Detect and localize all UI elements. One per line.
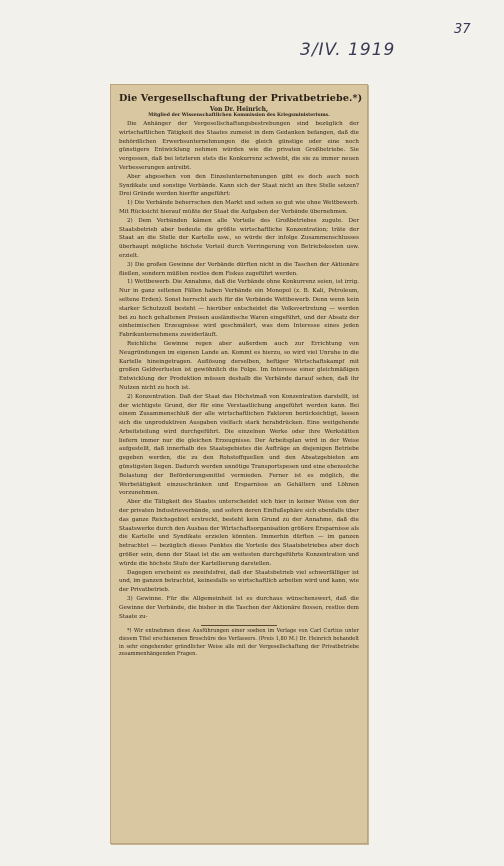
paragraph: 1) Wettbewerb. Die Annahme, daß die Verbände ohne Konkurrenz seien, ist irrig. Nur in ganz seltenen Fällen haben Verbände ein Monopol (z. B. Kali, Petroleum, seltene Erden). Sonst herrscht auch für die Verbände Wettbewerb. Denn wenn kein starker Schutzzoll besteht — hierüber entscheidet die Volksvertretung — werden bei zu hoch gehaltenen Preisen ausländische Waren eingeführt, und der Absatz der einheimischen Erzeugnisse wird geschmälert, was dem Interesse eines jeden Fabrikunternehmens zuwiderläuft. bbox=[119, 279, 359, 339]
handwritten-date: 3/IV. 1919 bbox=[300, 40, 396, 60]
paragraph: Aber die Tätigkeit des Staates unterscheidet sich hier in keiner Weise von der der privaten Industrieverbände, und sofern deren Einflußsphäre sich ebenfalls über das ganze Reichsgebiet erstreckt, besteht kein Grund zu der Annahme, daß die Staatswerke durch den Ausbau der Wirtschaftsorganisation größere Ersparnisse als die Kartelle und Syndikate erzielen könnten. Immerhin dürften — im ganzen betrachtet — bezüglich dieses Punktes die Vorteile des Staatsbetriebes aber doch größer sein, denn der Staat ist die am weitesten durchgeführte Konzentration und würde die höchste Stufe der Kartellierung darstellen. bbox=[119, 499, 359, 567]
paragraph: Dagegen erscheint es zweifelsfrei, daß der Staatsbetrieb viel schwerfälliger ist und, im ganzen betrachtet, keinesfalls so wirtschaftlich arbeiten wird und kann, wie der Privatbetrieb. bbox=[119, 569, 359, 594]
article-title: Die Vergesellschaftung der Privatbetriebe.*) bbox=[119, 93, 363, 104]
paragraph: 3) Gewinne. Für die Allgemeinheit ist es durchaus wünschenswert, daß die Gewinne der Verbände, die bisher in die Taschen der Aktionäre flossen, restlos dem Staate zu- bbox=[119, 596, 359, 620]
paragraph: 1) Die Verbände beherrschen den Markt und sehen so gut wie ohne Wettbewerb. Mit Rücksicht hierauf müßte der Staat die Aufgaben der Verbände übernehmen. bbox=[119, 200, 359, 215]
footnote-divider bbox=[201, 625, 278, 626]
paragraph: Aber abgesehen von den Einzelunternehmungen gibt es doch auch noch Syndikate und sonstige Verbände. Kann sich der Staat nicht an ihre Stelle setzen? Drei Gründe werden hierfür angeführt: bbox=[119, 173, 359, 198]
paragraph: 3) Die großen Gewinne der Verbände dürften nicht in die Taschen der Aktionäre fließen, sondern müßten restlos dem Fiskus zugeführt werden. bbox=[119, 261, 359, 277]
paragraph: Reichliche Gewinne regen aber außerdem auch zur Errichtung von Neugründungen im eigenen Lande an. Kommt es hierzu, so wird viel Unruhe in die Kartelle hineingetragen. Auflösung derselben, heftiger Wirtschaftskampf mit großen Geldverlusten ist gewöhnlich die Folge. Im Interesse einer gleichmäßigen Entwicklung der Produktion müssen deshalb die Verbände darauf sehen, daß ihr Nutzen nicht zu hoch ist. bbox=[119, 340, 359, 391]
article-author: Von Dr. Heinrich, bbox=[209, 106, 269, 113]
paragraph: 2) Dem Verbänden kämen alle Vorteile des Großbetriebes zugute. Der Staatsbetrieb aber bedeute die größte wirtschaftliche Konzentration; träte der Staat an die Stelle der Kartelle usw., so würde der infolge Zusammenschlusses überhaupt mögliche höchste Vorteil durch Verringerung von Betriebskosten usw. erzielt. bbox=[119, 217, 359, 259]
paragraph: Die Anhänger der Vergesellschaftungsbestrebungen sind bezüglich der wirtschaftlichen Tätigkeit des Staates zumeist in dem Gedanken befangen, daß die behördlichen Erwerbsunternehmungen die gleich günstige oder eine noch günstigere Entwicklung nehmen würden wie die privaten Großbetriebe. Sie vergessen, daß bei letzteren stets die Konkurrenz schwebt, die sie zu immer neuen Verbesserungen antreibt. bbox=[119, 121, 359, 171]
paragraph: 2) Konzentration. Daß der Staat das Höchstmaß von Konzentration darstellt, ist der wichtigste Grund, der für eine Verstaatlichung angeführt werden kann. Bei einem Zusammenschluß der alle wirtschaftlichen Faktoren berücksichtigt, lassen sich die unproduktiven Ausgaben vielfach stark herabdrücken. Eine weitgehende Arbeitsteilung wird durchgeführt. Die einzelnen Werke oder ihre Werkstätten liefern immer nur die gleichen Erzeugnisse. Der Arbeitsplan wird in der Weise aufgestellt, daß innerhalb des Staatsgebietes die Aufträge an diejenigen Betriebe gegeben werden, die zu den Rohstoffquellen und den Absatzgebieten am günstigsten liegen. Dadurch werden unnötige Transportspesen und eine ebensolche Belastung der Beförderungsmittel vermieden. Ferner ist es möglich, die Werbetätigkeit einzuschränken und Ersparnisse an Gehältern und Löhnen vorzunehmen. bbox=[119, 393, 359, 497]
footnote: *) Wir entnehmen diese Ausführungen einer soeben im Verlage von Carl Curtius unter diesem Titel erschienenen Broschüre des Verfassers. (Preis 1,80 M.) Dr. Heinrich behandelt in sehr eingehender gründlicher Weise alle mit der Vergesellschaftung der Privatbetriebe zusammenhängenden Fragen. bbox=[119, 628, 359, 658]
author-affiliation: Mitglied der Wissenschaftlichen Kommission des Kriegsministeriums. bbox=[148, 113, 330, 118]
newspaper-clipping bbox=[110, 84, 368, 844]
page-number: 37 bbox=[454, 22, 471, 37]
